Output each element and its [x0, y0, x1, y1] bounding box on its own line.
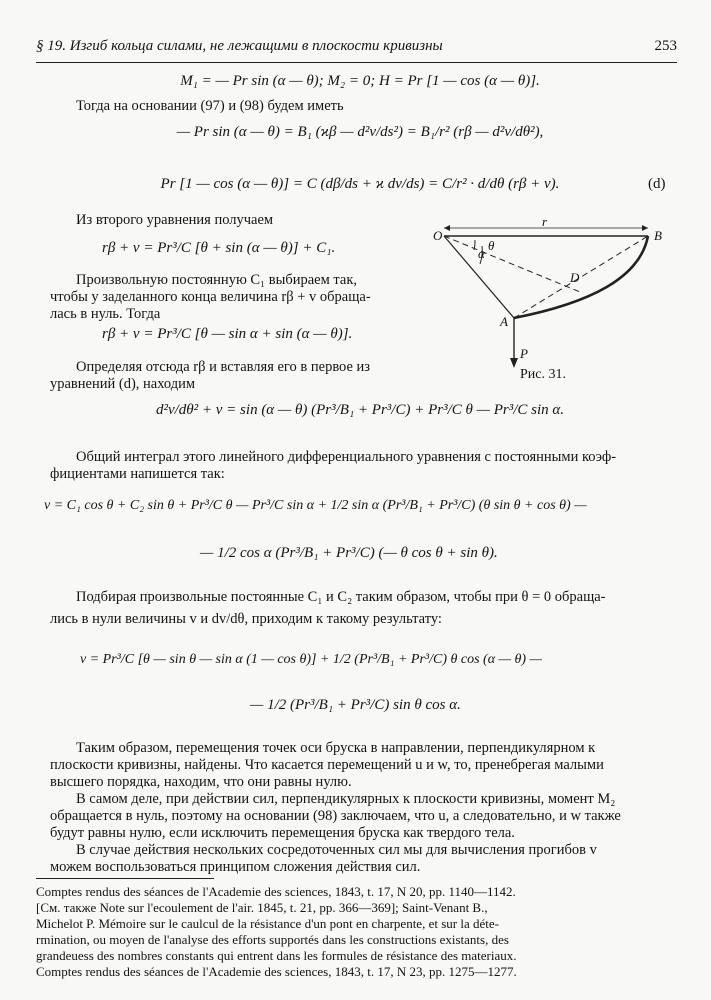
paragraph-line: можем воспользоваться принципом сложения действия сил. [50, 859, 421, 875]
paragraph-line: Тогда на основании (97) и (98) будем иметь [76, 98, 344, 114]
label-theta: θ [488, 238, 495, 253]
paragraph-line: В самом деле, при действии сил, перпендикулярных к плоскости кривизны, момент M₂ [76, 791, 616, 807]
page-number: 253 [654, 38, 677, 54]
label-p: P [520, 346, 528, 361]
equation-moments: M₁ = — Pr sin (α — θ); M₂ = 0; H = Pr [1 — cos (α — θ)]. [180, 73, 540, 89]
paragraph-line: лась в нуль. Тогда [50, 306, 161, 322]
footnote-line: Michelot P. Mémoire sur le caulcul de la résistance d'un pont en charpente, et sur la déte- [36, 916, 499, 931]
equation-6a: v = C₁ cos θ + C₂ sin θ + Pr³/C θ — Pr³/C sin α + 1/2 sin α (Pr³/B₁ + Pr³/C) (θ sin θ + cos θ) — [44, 498, 587, 513]
paragraph-line: Из второго уравнения получаем [76, 212, 274, 228]
equation-5: d²v/dθ² + v = sin (α — θ) (Pr³/B₁ + Pr³/C) + Pr³/C θ — Pr³/C sin α. [155, 402, 565, 418]
paragraph-line: лись в нули величины v и dv/dθ, приходим к такому результату: [50, 611, 442, 627]
running-title: § 19. Изгиб кольца силами, не лежащими в плоскости кривизны [36, 38, 443, 54]
label-alpha: α [478, 246, 485, 261]
paragraph-line: Определяя отсюда rβ и вставляя его в первое из [76, 359, 371, 375]
paragraph-line: будут равны нулю, если исключить перемещения бруска как твердого тела. [50, 825, 515, 841]
footnote-line: Comptes rendus des séances de l'Academie des sciences, 1843, t. 17, N 20, pp. 1140—1142. [36, 884, 516, 899]
ring-diagram [430, 218, 675, 388]
figure-31 [430, 214, 675, 388]
equation-6b: — 1/2 cos α (Pr³/B₁ + Pr³/C) (— θ cos θ + sin θ). [200, 545, 498, 561]
footnote-rule [36, 878, 214, 879]
paragraph-line: высшего порядка, находим, что они равны нулю. [50, 774, 352, 790]
figure-caption: Рис. 31. [520, 367, 566, 382]
footnote-line: [См. также Note sur l'ecoulement de l'air. 1845, t. 21, pp. 366—369]; Saint-Venant B., [36, 900, 488, 915]
paragraph-line: чтобы у заделанного конца величина rβ + v обраща- [50, 289, 371, 305]
paragraph-line: уравнений (d), находим [50, 376, 196, 392]
paragraph-line: фициентами напишется так: [50, 466, 225, 482]
label-a: A [500, 314, 508, 329]
equation-4: rβ + v = Pr³/C [θ — sin α + sin (α — θ)]. [102, 326, 353, 342]
page-header [36, 38, 677, 63]
paragraph-line: обращается в нуль, поэтому на основании (98) заключаем, что u, а следовательно, и w также [50, 808, 621, 824]
footnote-line: grandeuess des nombres constants qui entrent dans les formules de résistance des materiaux. [36, 948, 517, 963]
footnote-line: rmination, ou moyen de l'analyse des efforts supportés dans les constructions existants, des [36, 932, 509, 947]
paragraph-line: Таким образом, перемещения точек оси бруска в направлении, перпендикулярном к [76, 740, 596, 756]
label-b: B [654, 228, 662, 243]
equation-2: Pr [1 — cos (α — θ)] = C (dβ/ds + ϰ dv/ds) = C/r² · d/dθ (rβ + v). [160, 176, 560, 192]
paragraph-line: плоскости кривизны, найдены. Что касается перемещений u и w, то, пренебрегая малыми [50, 757, 604, 773]
equation-3: rβ + v = Pr³/C [θ + sin (α — θ)] + C₁. [102, 240, 336, 256]
paragraph-line: Произвольную постоянную C₁ выбираем так, [76, 272, 358, 288]
paragraph-line: Подбирая произвольные постоянные C₁ и C₂ таким образом, чтобы при θ = 0 обраща- [76, 589, 606, 605]
label-o: O [433, 228, 443, 243]
label-r: r [542, 214, 548, 229]
equation-7a: v = Pr³/C [θ — sin θ — sin α (1 — cos θ)] + 1/2 (Pr³/B₁ + Pr³/C) θ cos (α — θ) — [80, 652, 542, 667]
equation-1: — Pr sin (α — θ) = B₁ (ϰβ — d²v/ds²) = B₁/r² (rβ — d²v/dθ²), [176, 124, 544, 140]
paragraph-line: В случае действия нескольких сосредоточенных сил мы для вычисления прогибов v [76, 842, 597, 858]
label-d: D [570, 270, 580, 285]
equation-7b: — 1/2 (Pr³/B₁ + Pr³/C) sin θ cos α. [250, 697, 461, 713]
footnote-line: Comptes rendus des séances de l'Academie des sciences, 1843, t. 17, N 23, pp. 1275—1277. [36, 964, 517, 979]
paragraph-line: Общий интеграл этого линейного дифференциального уравнения с постоянными коэф- [76, 449, 617, 465]
equation-tag: (d) [648, 176, 666, 192]
